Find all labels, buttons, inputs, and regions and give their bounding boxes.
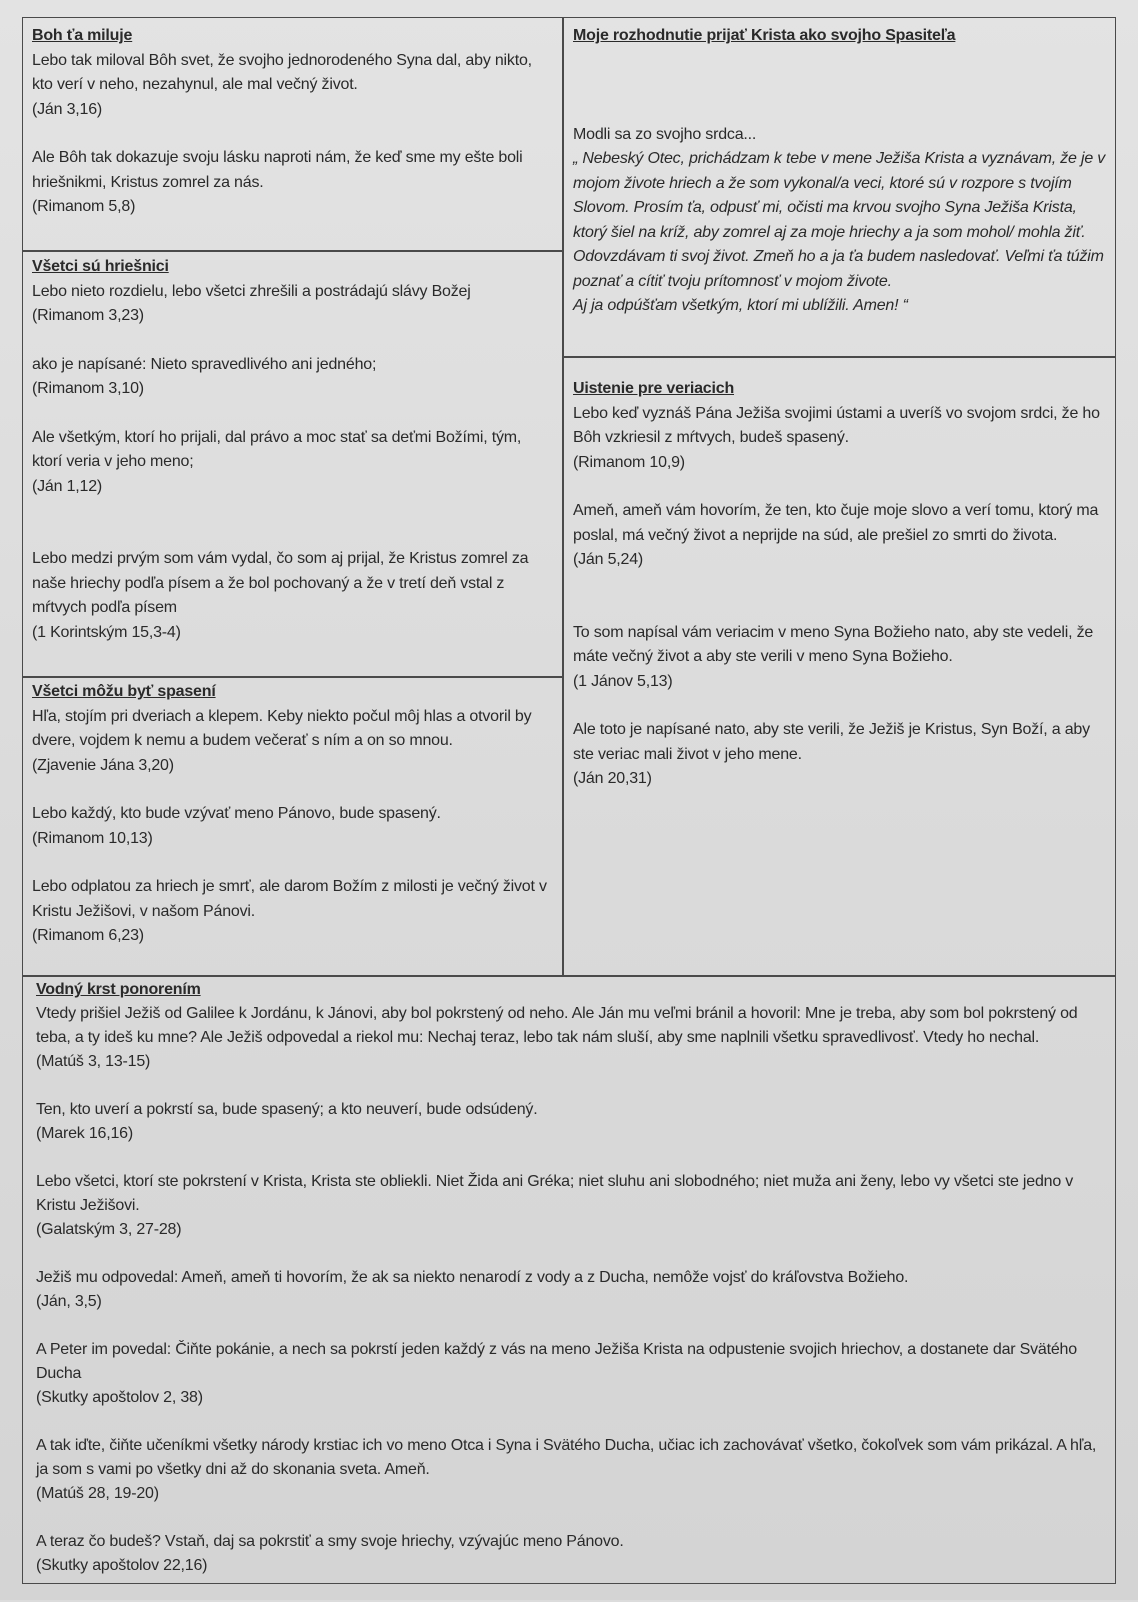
section-heading: Uistenie pre veriacich <box>573 380 735 397</box>
verse <box>36 1530 1106 1578</box>
verse-reference: (Marek 16,16) <box>36 1125 133 1142</box>
verse-text: Ale toto je napísané nato, aby ste verili, že Ježiš je Kristus, Syn Boží, a aby ste veriac mali život v jeho mene. <box>573 721 1090 763</box>
verse-reference: (Matúš 3, 13-15) <box>36 1053 151 1070</box>
verse-reference: (Rimanom 6,23) <box>32 927 144 944</box>
verse <box>36 1170 1106 1242</box>
verse-text: Ten, kto uverí a pokrstí sa, bude spasený; a kto neuverí, bude odsúdený. <box>36 1101 538 1118</box>
verse-reference: (Skutky apoštolov 22,16) <box>36 1557 208 1574</box>
verse <box>573 621 1107 695</box>
verse-reference: (Matúš 28, 19-20) <box>36 1485 159 1502</box>
verse-reference: (Rimanom 5,8) <box>32 198 136 215</box>
verse <box>32 802 554 851</box>
verse-text: Hľa, stojím pri dveriach a klepem. Keby niekto počul môj hlas a otvoril by dvere, vojdem k nemu a budem večerať s ním a on so mnou. <box>32 707 532 749</box>
verse <box>36 1338 1106 1410</box>
verse <box>573 499 1107 573</box>
verse-reference: (Ján, 3,5) <box>36 1293 102 1310</box>
verse <box>573 718 1107 792</box>
verse-reference: (Ján 1,12) <box>32 477 103 495</box>
verse-text: Lebo medzi prvým som vám vydal, čo som aj prijal, že Kristus zomrel za naše hriechy podľa písem a že bol pochovaný a že v tretí deň vstal z mŕtvych podľa písem <box>32 550 529 616</box>
prayer-intro: Modli sa zo svojho srdca... <box>573 125 757 143</box>
section-heading: Moje rozhodnutie prijať Krista ako svojho Spasiteľa <box>573 27 956 44</box>
verse <box>32 426 554 500</box>
section-moje-rozhodnutie <box>573 24 1107 319</box>
verse <box>573 402 1107 476</box>
verse-text: Lebo keď vyznáš Pána Ježiša svojimi ústami a uveríš vo svojom srdci, že ho Bôh vzkriesil z mŕtvych, budeš spasený. <box>573 404 1100 446</box>
verse-text: Lebo odplatou za hriech je smrť, ale darom Božím z milosti je večný život v Kristu Ježišovi, v našom Pánovi. <box>32 878 547 920</box>
verse-text: Lebo nieto rozdielu, lebo všetci zhrešili a postrádajú slávy Božej <box>32 282 471 300</box>
verse-reference: (1 Korintským 15,3-4) <box>32 623 181 641</box>
verse <box>32 146 554 220</box>
verse-reference: (Galatským 3, 27-28) <box>36 1221 182 1238</box>
verse-text: Ameň, ameň vám hovorím, že ten, kto čuje moje slovo a verí tomu, ktorý ma poslal, má večný život a neprijde na súd, ale prešiel zo smrti do života. <box>573 502 1099 544</box>
verse-reference: (Rimanom 10,13) <box>32 829 153 847</box>
prayer-text: „ Nebeský Otec, prichádzam k tebe v mene Ježiša Krista a vyznávam, že je v mojom živote hriech a že som vykonal/a veci, ktoré sú v rozpore s tvojím Slovom. Prosím ťa, odpusť mi, očisti ma krvou svojho Syna Ježiša Krista, ktorý šiel na kríž, aby zomrel aj za moje hriechy a ja som mohol/ mohla žiť. Odovzdávam ti svoj život. Zmeň ho a ja ťa budem nasledovať. Veľmi ťa túžim poznať a cítiť tvoju prítomnosť v mojom živote. <box>573 150 1106 290</box>
section-vodny-krst <box>36 978 1106 1602</box>
verse-text: A Peter im povedal: Čiňte pokánie, a nech sa pokrstí jeden každý z vás na meno Ježiša Krista na odpustenie svojich hriechov, a dostanete dar Svätého Ducha <box>36 1341 1077 1382</box>
verse-text: Ale všetkým, ktorí ho prijali, dal právo a moc stať sa deťmi Božími, tým, ktorí veria v jeho meno; <box>32 428 522 470</box>
verse <box>32 875 554 949</box>
section-heading: Boh ťa miluje <box>32 27 133 44</box>
divider-after-hriesnici <box>22 676 563 678</box>
section-heading: Všetci môžu byť spasení <box>32 683 216 700</box>
divider-before-krst <box>22 975 1116 977</box>
verse <box>32 49 554 123</box>
verse-reference: (Skutky apoštolov 2, 38) <box>36 1389 203 1406</box>
verse-reference: (Ján 5,24) <box>573 551 644 568</box>
verse <box>32 705 554 779</box>
verse <box>32 547 554 645</box>
verse <box>32 353 554 402</box>
verse-text: Lebo všetci, ktorí ste pokrstení v Krista, Krista ste obliekli. Niet Žida ani Gréka; niet sluhu ani slobodného; niet muža ani ženy, lebo vy všetci ste jedno v Kristu Ježišovi. <box>36 1173 1074 1214</box>
verse <box>32 280 554 329</box>
verse <box>36 1434 1106 1506</box>
verse-text: A teraz čo budeš? Vstaň, daj sa pokrstiť a smy svoje hriechy, vzývajúc meno Pánovo. <box>36 1533 624 1550</box>
verse <box>36 1098 1106 1146</box>
column-divider-top <box>562 17 564 977</box>
verse-text: ako je napísané: Nieto spravedlivého ani jedného; <box>32 355 377 373</box>
verse-reference: (Zjavenie Jána 3,20) <box>32 756 174 774</box>
section-heading: Vodný krst ponorením <box>36 981 201 998</box>
section-heading: Všetci sú hriešnici <box>32 258 169 275</box>
section-boh-ta-miluje <box>32 24 554 244</box>
verse-reference: (1 Jánov 5,13) <box>573 672 673 690</box>
verse-text: Lebo tak miloval Bôh svet, že svojho jednorodeného Syna dal, aby nikto, kto verí v neho, nezahynul, ale mal večný život. <box>32 51 532 93</box>
verse-reference: (Rimanom 3,23) <box>32 307 144 324</box>
divider-after-rozhodnutie <box>562 356 1116 358</box>
verse <box>36 1002 1106 1074</box>
verse-reference: (Ján 20,31) <box>573 770 652 787</box>
prayer-closing: Aj ja odpúšťam všetkým, ktorí mi ublížili. Amen! “ <box>573 297 908 314</box>
divider-after-boh-ta-miluje <box>22 250 563 252</box>
verse-text: Lebo každý, kto bude vzývať meno Pánovo, bude spasený. <box>32 805 441 822</box>
verse-text: To som napísal vám veriacim v meno Syna Božieho nato, aby ste vedeli, že máte večný život a aby ste verili v meno Syna Božieho. <box>573 623 1094 665</box>
verse-reference: (Rimanom 3,10) <box>32 380 144 397</box>
verse-text: Vtedy prišiel Ježiš od Galilee k Jordánu, k Jánovi, aby bol pokrstený od neho. Ale Ján mu veľmi bránil a hovoril: Mne je treba, aby som bol pokrstený od teba, a ty ideš ku mne? Ale Ježiš odpovedal a riekol mu: Nechaj teraz, lebo tak nám sluší, aby sme naplnili všetku spravedlivosť. Vtedy ho nechal. <box>36 1005 1078 1046</box>
verse <box>36 1266 1106 1314</box>
verse-text: A tak iďte, čiňte učeníkmi všetky národy krstiac ich vo meno Otca i Syna i Svätého Ducha, učiac ich zachovávať všetko, čokoľvek som vám prikázal. A hľa, ja som s vami po všetky dni až do skonania sveta. Ameň. <box>36 1437 1097 1478</box>
verse-text: Ježiš mu odpovedal: Ameň, ameň ti hovorím, že ak sa niekto nenarodí z vody a z Ducha, nemôže vojsť do kráľovstva Božieho. <box>36 1269 909 1286</box>
section-vsetci-mozu-byt-spaseni <box>32 680 554 973</box>
section-uistenie-pre-veriacich <box>573 377 1107 816</box>
verse-reference: (Ján 3,16) <box>32 100 103 118</box>
verse-text: Ale Bôh tak dokazuje svoju lásku naproti nám, že keď sme my ešte boli hriešnikmi, Kristus zomrel za nás. <box>32 149 523 191</box>
verse-reference: (Rimanom 10,9) <box>573 453 685 471</box>
section-vsetci-su-hriesnici <box>32 255 554 669</box>
